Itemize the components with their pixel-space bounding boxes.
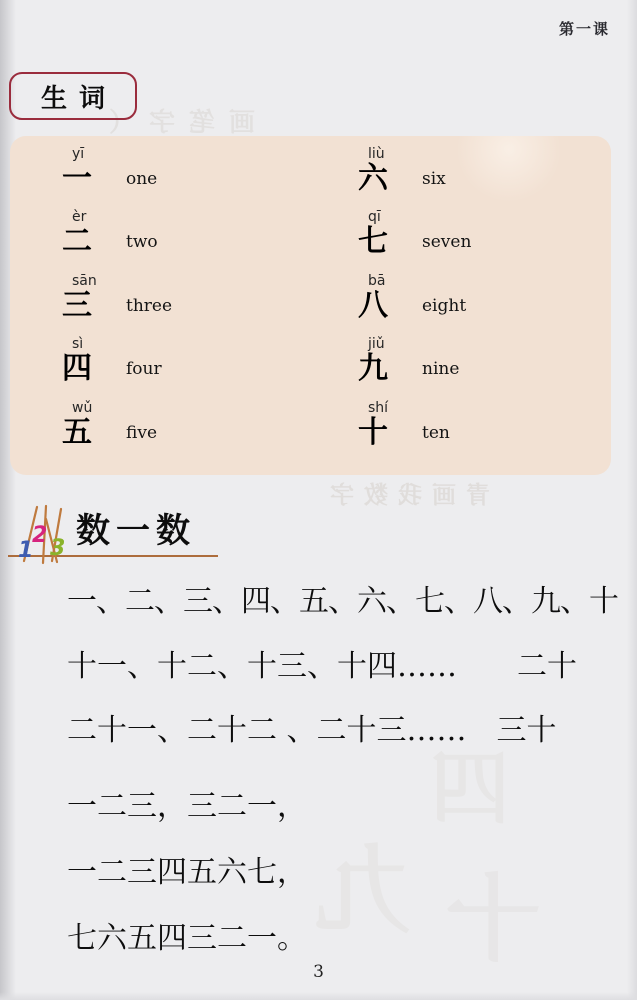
digit-3: 3 [50,536,66,561]
english-gloss: four [126,358,162,379]
vocab-entry [62,274,322,321]
count-line: 一二三四五六七， [67,855,307,890]
vocab-entry [62,210,322,257]
vocab-entry [358,401,618,448]
english-gloss: five [126,422,158,443]
english-gloss: seven [422,231,472,252]
pinyin-label: bā [368,273,386,289]
digit-2: 2 [32,523,48,548]
count-line: 十一、十二、十三、十四…… 二十 [67,649,577,684]
pinyin-label: sì [72,336,84,352]
vocab-entry [62,147,322,194]
english-gloss: eight [422,295,467,316]
hanzi-character: 九 [358,351,388,386]
pinyin-label: shí [368,400,389,416]
count-line: 二十一、二十二 、二十三…… 三十 [67,713,557,748]
ghost-bleedthrough-char: 四 [430,741,510,835]
pinyin-label: èr [72,209,87,225]
vocab-entry [358,147,618,194]
digit-1: 1 [18,538,34,563]
hanzi-character: 八 [358,288,388,323]
vocab-entry [62,337,322,384]
page-bottom-edge-shadow [0,992,637,1000]
vocab-entry [62,401,322,448]
hanzi-character: 四 [62,351,92,386]
pinyin-label: wǔ [72,400,93,416]
vocab-entry [358,210,618,257]
new-words-section-label: 生词 [9,72,137,120]
pinyin-label: jiǔ [368,336,385,352]
ghost-bleedthrough-text: 画笔字（ [95,108,256,138]
pinyin-label: qī [368,209,381,225]
english-gloss: three [126,295,173,316]
hanzi-character: 二 [62,224,92,259]
english-gloss: ten [422,422,450,443]
ghost-bleedthrough-char: 十 [445,863,541,976]
page-number: 3 [313,962,324,982]
count-line: 一二三，三二一， [67,789,307,824]
count-line: 七六五四三二一。 [67,921,307,956]
hanzi-character: 一 [62,161,92,196]
lesson-header: 第一课 [558,20,610,38]
english-gloss: six [422,168,446,189]
ghost-bleedthrough-char: 九 [315,834,411,947]
page-right-edge-shadow [627,0,637,1000]
pinyin-label: yī [72,146,85,162]
vocab-entry [358,274,618,321]
ghost-bleedthrough-text: 青画我数字 [320,480,490,509]
pinyin-label: liù [368,146,385,162]
hanzi-character: 十 [358,415,388,450]
english-gloss: one [126,168,158,189]
pinyin-label: sān [72,273,97,289]
123-tally-icon [12,504,72,568]
hanzi-character: 五 [62,415,92,450]
hanzi-character: 六 [358,161,388,196]
hanzi-character: 七 [358,224,388,259]
english-gloss: nine [422,358,460,379]
count-section-heading: 数一数 [76,511,196,551]
count-line: 一、二、三、四、五、六、七、八、九、十 [67,584,618,619]
hanzi-character: 三 [62,288,92,323]
english-gloss: two [126,231,158,252]
vocab-entry [358,337,618,384]
